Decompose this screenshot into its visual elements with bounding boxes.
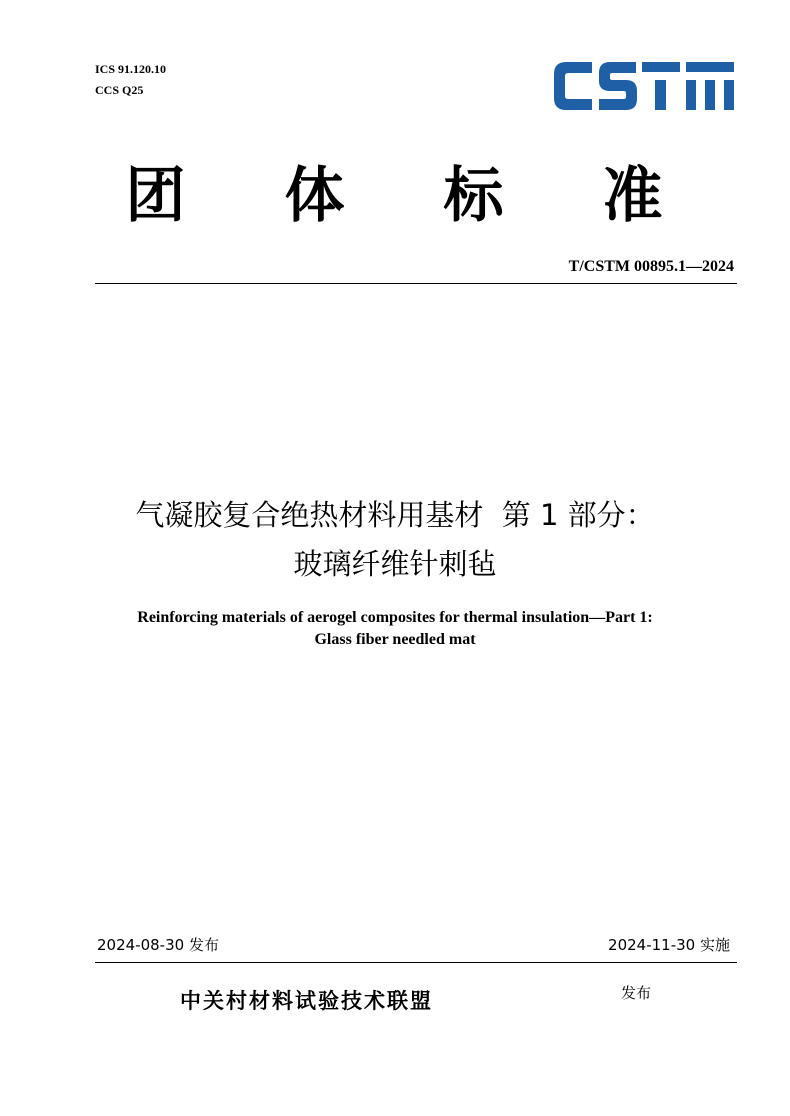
logo-letter-m-bar xyxy=(686,62,734,72)
standard-code: T/CSTM 00895.1—2024 xyxy=(568,258,734,275)
logo-letter-m-mid xyxy=(705,80,715,110)
publish-date: 2024-08-30 发布 xyxy=(97,936,219,954)
title-cn-line2: 玻璃纤维针刺毡 xyxy=(293,547,497,581)
issuing-organization: 中关村材料试验技术联盟 xyxy=(180,989,433,1013)
standard-type-heading: 团 体 标 准 xyxy=(125,163,705,229)
logo-letter-t-bar xyxy=(642,62,680,72)
logo-letter-s xyxy=(599,62,637,110)
cstm-logo xyxy=(552,58,736,114)
logo-letter-m-left xyxy=(686,80,696,110)
title-en-line2: Glass fiber needled mat xyxy=(314,631,476,648)
title-cn-line1: 气凝胶复合绝热材料用基材 第 1 部分： xyxy=(135,498,655,532)
logo-letter-c xyxy=(554,62,592,110)
footer-divider xyxy=(95,962,737,963)
implement-date: 2024-11-30 实施 xyxy=(608,936,730,954)
title-en-line1: Reinforcing materials of aerogel composites for thermal insulation—Part 1: xyxy=(137,609,653,626)
logo-letter-m-right xyxy=(724,80,734,110)
header-divider xyxy=(95,283,737,284)
ccs-code: CCS Q25 xyxy=(95,83,144,97)
ics-code: ICS 91.120.10 xyxy=(95,62,167,76)
issued-label: 发布 xyxy=(621,984,652,1002)
logo-letter-t-stem xyxy=(655,80,666,110)
